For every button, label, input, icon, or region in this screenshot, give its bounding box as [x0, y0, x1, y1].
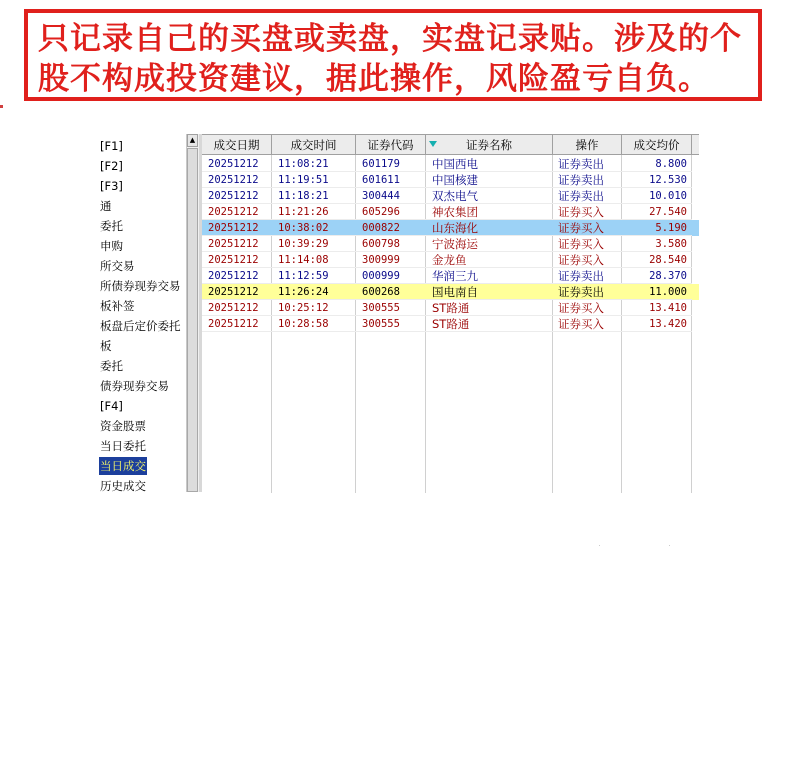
cell-trade-date: 20251212	[202, 252, 272, 268]
cell-trade-date: 20251212	[202, 316, 272, 332]
cell-trade-time: 11:14:08	[272, 252, 356, 268]
cell-avg-price: 27.540	[622, 204, 692, 220]
table-row[interactable]	[202, 156, 699, 172]
table-row[interactable]	[202, 236, 699, 252]
cell-trade-date: 20251212	[202, 172, 272, 188]
cell-trade-date: 20251212	[202, 236, 272, 252]
cell-trade-date: 20251212	[202, 300, 272, 316]
cell-security-code: 600268	[356, 284, 426, 300]
tree-item[interactable]: 债券现券交易	[100, 379, 169, 393]
cell-trade-time: 11:26:24	[272, 284, 356, 300]
cell-security-code: 300999	[356, 252, 426, 268]
tree-item[interactable]: 板盘后定价委托	[100, 319, 181, 333]
column-header-trade-date[interactable]	[202, 135, 272, 155]
column-header-filler	[692, 135, 699, 155]
cell-trade-time: 10:28:58	[272, 316, 356, 332]
cell-avg-price: 11.000	[622, 284, 692, 300]
cell-security-name: ST路通	[426, 300, 553, 316]
cell-security-code: 605296	[356, 204, 426, 220]
cell-operation: 证券买入	[553, 236, 622, 252]
cell-avg-price: 10.010	[622, 188, 692, 204]
cell-operation: 证券买入	[553, 252, 622, 268]
column-header-label: 证券代码	[367, 138, 414, 152]
table-row[interactable]	[202, 300, 699, 316]
stray-dot	[669, 545, 670, 546]
cell-security-code: 000999	[356, 268, 426, 284]
trading-window	[98, 134, 699, 494]
trades-table	[202, 134, 699, 492]
cell-trade-date: 20251212	[202, 204, 272, 220]
cell-security-name: 宁波海运	[426, 236, 553, 252]
cell-trade-time: 10:39:29	[272, 236, 356, 252]
column-header-operation[interactable]	[553, 135, 622, 155]
tree-item[interactable]: 板补签	[100, 299, 135, 313]
cell-avg-price: 3.580	[622, 236, 692, 252]
tree-item[interactable]: [F2]	[100, 159, 123, 173]
cell-trade-time: 11:08:21	[272, 156, 356, 172]
tree-scrollbar[interactable]	[186, 134, 199, 492]
cell-trade-time: 10:38:02	[272, 220, 356, 236]
cell-avg-price: 13.420	[622, 316, 692, 332]
tree-item[interactable]: 当日委托	[100, 439, 146, 453]
table-row[interactable]	[202, 268, 699, 284]
cell-security-name: 双杰电气	[426, 188, 553, 204]
cell-security-name: 金龙鱼	[426, 252, 553, 268]
cell-operation: 证券买入	[553, 300, 622, 316]
tree-item[interactable]: 通	[100, 199, 112, 213]
cell-operation: 证券买入	[553, 220, 622, 236]
cell-operation: 证券买入	[553, 316, 622, 332]
tree-item[interactable]: 申购	[100, 239, 123, 253]
tree-item[interactable]: 当日成交	[100, 459, 146, 473]
cell-security-code: 000822	[356, 220, 426, 236]
column-header-label: 证券名称	[466, 138, 512, 152]
stray-dot	[599, 545, 600, 546]
cell-security-code: 600798	[356, 236, 426, 252]
cell-trade-date: 20251212	[202, 220, 272, 236]
tree-item[interactable]: 资金股票	[100, 419, 146, 433]
cell-operation: 证券卖出	[553, 284, 622, 300]
tree-item[interactable]: 所债券现券交易	[100, 279, 181, 293]
column-header-avg-price[interactable]	[622, 135, 692, 155]
tree-item[interactable]: 委托	[100, 219, 123, 233]
cell-security-name: 神农集团	[426, 204, 553, 220]
cell-trade-time: 11:21:26	[272, 204, 356, 220]
tree-item[interactable]: 所交易	[100, 259, 135, 273]
function-tree	[98, 134, 186, 492]
column-header-security-name[interactable]	[426, 135, 553, 155]
sort-down-triangle-icon	[429, 141, 437, 147]
stray-mark	[0, 105, 3, 108]
cell-avg-price: 13.410	[622, 300, 692, 316]
cell-security-name: 华润三九	[426, 268, 553, 284]
cell-avg-price: 28.540	[622, 252, 692, 268]
tree-item[interactable]: 历史成交	[100, 479, 146, 492]
tree-item[interactable]: 委托	[100, 359, 123, 373]
cell-operation: 证券卖出	[553, 188, 622, 204]
cell-security-code: 601179	[356, 156, 426, 172]
cell-trade-date: 20251212	[202, 268, 272, 284]
cell-trade-time: 11:12:59	[272, 268, 356, 284]
cell-security-name: 山东海化	[426, 220, 553, 236]
tree-item[interactable]: 板	[100, 339, 112, 353]
cell-avg-price: 5.190	[622, 220, 692, 236]
table-row[interactable]	[202, 188, 699, 204]
cell-operation: 证券卖出	[553, 156, 622, 172]
column-header-trade-time[interactable]	[272, 135, 356, 155]
cell-operation: 证券卖出	[553, 172, 622, 188]
cell-trade-time: 11:19:51	[272, 172, 356, 188]
cell-avg-price: 8.800	[622, 156, 692, 172]
cell-avg-price: 12.530	[622, 172, 692, 188]
cell-security-name: ST路通	[426, 316, 553, 332]
table-row[interactable]	[202, 172, 699, 188]
table-row[interactable]	[202, 204, 699, 220]
column-header-label: 成交均价	[633, 138, 680, 152]
table-row[interactable]	[202, 220, 699, 236]
cell-trade-time: 11:18:21	[272, 188, 356, 204]
cell-trade-date: 20251212	[202, 284, 272, 300]
cell-operation: 证券卖出	[553, 268, 622, 284]
cell-security-name: 中国核建	[426, 172, 553, 188]
cell-security-code: 300555	[356, 300, 426, 316]
cell-operation: 证券买入	[553, 204, 622, 220]
disclaimer-line-2: 股不构成投资建议，据此操作，风险盈亏自负。	[38, 61, 710, 97]
disclaimer-line-1: 只记录自己的买盘或卖盘，实盘记录贴。涉及的个	[38, 21, 742, 57]
cell-trade-time: 10:25:12	[272, 300, 356, 316]
table-row[interactable]	[202, 284, 699, 300]
column-header-security-code[interactable]	[356, 135, 426, 155]
table-row[interactable]	[202, 316, 699, 332]
column-header-label: 成交日期	[213, 138, 260, 152]
cell-security-code: 601611	[356, 172, 426, 188]
scroll-up-arrow-icon[interactable]: ▲	[187, 134, 198, 147]
scrollbar-thumb[interactable]	[187, 148, 198, 492]
cell-avg-price: 28.370	[622, 268, 692, 284]
cell-security-code: 300555	[356, 316, 426, 332]
tree-item[interactable]: [F3]	[100, 179, 123, 193]
cell-trade-date: 20251212	[202, 188, 272, 204]
tree-item[interactable]: [F4]	[100, 399, 123, 413]
cell-security-name: 中国西电	[426, 156, 553, 172]
table-row[interactable]	[202, 252, 699, 268]
column-header-label: 操作	[575, 138, 599, 152]
cell-trade-date: 20251212	[202, 156, 272, 172]
cell-security-name: 国电南自	[426, 284, 553, 300]
disclaimer-banner	[24, 9, 762, 101]
cell-security-code: 300444	[356, 188, 426, 204]
column-header-label: 成交时间	[290, 138, 337, 152]
tree-item[interactable]: [F1]	[100, 139, 123, 153]
